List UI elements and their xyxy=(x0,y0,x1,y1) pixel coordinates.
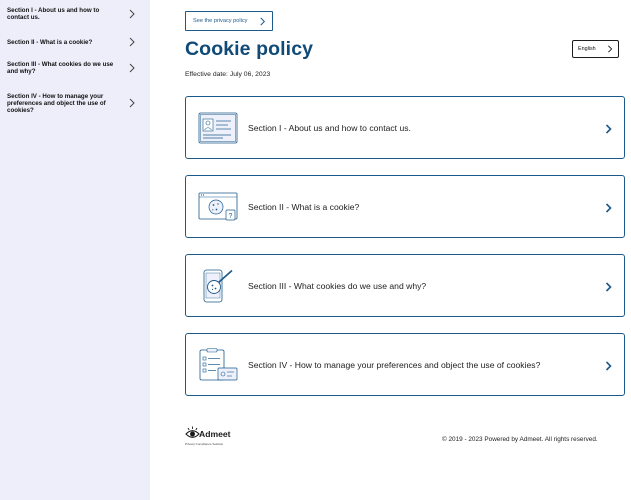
chevron-right-icon xyxy=(127,37,137,47)
sidebar-item-label: Section IV - How to manage your preferences and object the use of cookies? xyxy=(7,92,106,114)
chevron-right-icon xyxy=(604,282,613,292)
sidebar-item-section-4[interactable] xyxy=(7,92,143,114)
logo-tagline: Privacy Compliance Solution xyxy=(185,442,224,446)
chevron-right-icon xyxy=(127,63,137,73)
sidebar-item-label: Section III - What cookies do we use and why? xyxy=(7,61,114,75)
sidebar-item-section-1[interactable] xyxy=(7,6,143,22)
admeet-logo xyxy=(185,426,255,450)
page-title: Cookie policy xyxy=(185,38,314,60)
language-select[interactable] xyxy=(572,40,619,58)
chevron-right-icon xyxy=(127,9,137,19)
sidebar-item-section-2[interactable] xyxy=(7,36,143,48)
chevron-right-icon xyxy=(127,98,137,108)
sidebar-item-label: Section II - What is a cookie? xyxy=(7,38,93,46)
chevron-right-icon xyxy=(606,45,614,53)
id-card-icon xyxy=(198,111,238,145)
sidebar-item-section-3[interactable] xyxy=(7,60,143,76)
cookie-question-icon xyxy=(198,190,238,224)
section-card-label: Section II - What is a cookie? xyxy=(248,201,360,212)
effective-date: Effective date: July 06, 2023 xyxy=(185,71,271,78)
privacy-policy-button-label: See the privacy policy xyxy=(193,18,248,24)
section-card-3[interactable] xyxy=(185,254,625,317)
section-card-1[interactable] xyxy=(185,96,625,159)
privacy-policy-button[interactable] xyxy=(185,11,273,31)
section-card-label: Section I - About us and how to contact us. xyxy=(248,122,411,133)
main-content xyxy=(150,0,631,500)
chevron-right-icon xyxy=(604,203,613,213)
chevron-right-icon xyxy=(258,17,267,26)
section-card-label: Section IV - How to manage your preferences and object the use of cookies? xyxy=(248,359,541,370)
section-card-label: Section III - What cookies do we use and why? xyxy=(248,280,427,291)
sidebar-item-label: Section I - About us and how to contact us. xyxy=(7,7,100,21)
sidebar xyxy=(0,0,150,500)
logo-brand: Admeet xyxy=(199,429,231,439)
chevron-right-icon xyxy=(604,124,613,134)
eye-logo-icon xyxy=(185,426,200,441)
clipboard-settings-icon xyxy=(198,348,238,382)
phone-magnifier-icon xyxy=(198,269,238,303)
svg-text:?: ? xyxy=(228,213,233,220)
section-card-4[interactable] xyxy=(185,333,625,396)
section-card-2[interactable] xyxy=(185,175,625,238)
copyright-text: © 2019 - 2023 Powered by Admeet. All rights reserved. xyxy=(442,436,598,443)
chevron-right-icon xyxy=(604,361,613,371)
language-select-value: English xyxy=(578,46,596,52)
